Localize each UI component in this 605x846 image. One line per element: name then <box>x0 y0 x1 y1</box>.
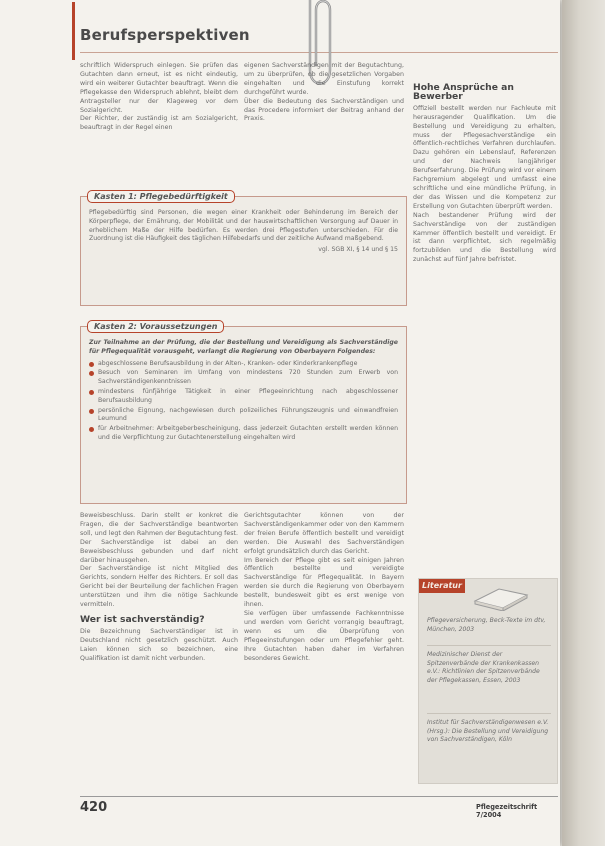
box-body <box>89 209 398 255</box>
box-source: vgl. SGB XI, § 14 und § 15 <box>318 246 398 254</box>
text-column-mid-bottom <box>244 512 404 663</box>
requirements-list <box>89 360 398 443</box>
box-intro: Zur Teilnahme an der Prüfung, die der Bestellung und Vereidigung als Sachverständige für Pflegequalität vorausgeht, verlangt die Regierung von Oberbayern Folgendes: <box>89 339 398 355</box>
subheading: Wer ist sachverständig? <box>80 613 205 625</box>
divider <box>427 645 551 646</box>
paragraph: Über die Bedeutung des Sachverständigen und das Procedere informiert der Beitrag anhand der Praxis. <box>244 97 404 123</box>
paragraph: Die Bezeichnung Sachverständiger ist in Deutschland nicht gesetzlich geschützt. Auch Laien können sich so bezeichnen, eine Qualifikation ist damit nicht verbunden. <box>80 627 238 662</box>
list-item: mindestens fünfjährige Tätigkeit in einer Pflegeeinrichtung nach abgeschlossener Berufsausbildung <box>89 388 398 406</box>
bullet-icon <box>89 409 94 414</box>
list-item: abgeschlossene Berufsausbildung in der Alten-, Kranken- oder Kinderkrankenpflege <box>89 360 398 369</box>
subheading: Hohe Ansprüche an Bewerber <box>413 82 514 102</box>
paragraph: Offiziell bestellt werden nur Fachleute mit herausragender Qualifikation. Um die Bestellung und Vereidigung zu erhalten, muss der Pflegesachverständige ein öffentlich-rechtliches Verfahren durchlaufen. Dazu gehören ein Lebenslauf, Referenzen und der Nachweis langjähriger Berufserfahrung. Die Prüfung wird vor einem Fachgremium abgelegt und umfasst eine schriftliche und eine mündliche Prüfung, in der das Wissen und die Kompetenz zur Erstellung von Gutachten überprüft werden. <box>413 104 556 210</box>
box-text: Pflegebedürftig sind Personen, die wegen einer Krankheit oder Behinderung im Bereich der Körperpflege, der Ernährung, der Mobilität und der hauswirtschaftlichen Versorgung auf Dauer in erheblichem Maße der Hilfe bedürfen. Es werden drei Pflegestufen unterschieden. Für die Zuordnung ist die Häufigkeit des täglichen Hilfebedarfs und der zeitliche Aufwand maßgebend. <box>89 209 398 243</box>
paragraph: Der Sachverständige ist nicht Mitglied des Gerichts, sondern Helfer des Richters. Er soll das Gericht bei der Beurteilung der fachlichen Fragen unterstützen und ihm die nötige Sachkunde vermitteln. <box>80 565 238 609</box>
paragraph: Gerichtsgutachter können von der Sachverständigenkammer oder von den Kammern der freien Berufe öffentlich bestellt und vereidigt werden. Die Auswahl des Sachverständigen erfolgt grundsätzlich durch das Gericht. <box>244 512 404 555</box>
bullet-icon <box>89 362 94 367</box>
section-accent-bar <box>72 2 75 60</box>
list-item: persönliche Eignung, nachgewiesen durch polizeiliches Führungszeugnis und einwandfreien Leumund <box>89 407 398 425</box>
literature-entry: Institut für Sachverständigenwesen e.V. (Hrsg.): Die Bestellung und Vereidigung von Sachverständigen, Köln <box>427 719 549 744</box>
text-column-left-top <box>80 62 238 133</box>
paragraph: Beweisbeschluss. Darin stellt er konkret die Fragen, die der Sachverständige beantworten soll, und legt den Rahmen der Begutachtung fest. Der Sachverständige ist dabei an den Beweisbeschluss gebunden und darf nicht darüber hinausgehen. <box>80 512 238 564</box>
paragraph: schriftlich Widerspruch einlegen. Sie prüfen das Gutachten dann erneut, ist es nicht eindeutig, wird ein weiterer Gutachter beauftragt. Wenn die Pflegekasse den Widerspruch ablehnt, bleibt dem Antragsteller nur der Klageweg vor dem Sozialgericht. <box>80 62 238 114</box>
divider <box>427 713 551 714</box>
text-column-right <box>413 84 556 265</box>
footer-rule <box>80 796 558 797</box>
bullet-icon <box>89 390 94 395</box>
paragraph: Sie verfügen über umfassende Fachkenntnisse und werden vom Gericht vorrangig beauftragt, wenn es um die Überprüfung von Pflegeeinstufungen oder um Pflegefehler geht. Ihre Gutachten haben daher im Verfahren besonderes Gewicht. <box>244 609 404 662</box>
paragraph: Nach bestandener Prüfung wird der Sachverständige von der zuständigen Kammer öffentlich bestellt und vereidigt. Er ist dann verpflichtet, sich regelmäßig fortzubilden und die Bestellung wird zunächst auf fünf Jahre befristet. <box>413 211 556 264</box>
text-column-left-bottom <box>80 512 238 664</box>
literature-header: Literatur <box>419 579 465 593</box>
box-label: Kasten 1: Pflegebedürftigkeit <box>87 190 235 203</box>
section-title: Berufsperspektiven <box>80 26 250 44</box>
literature-box <box>418 578 558 784</box>
magazine-title: Pflegezeitschrift 7/2004 <box>476 803 538 819</box>
bullet-icon <box>89 427 94 432</box>
paragraph: eigenen Sachverständigen mit der Begutachtung, um zu überprüfen, ob die gesetzlichen Vorgaben eingehalten und die Einstufung korrekt durchgeführt wurde. <box>244 62 404 96</box>
book-icon <box>471 581 531 611</box>
page-number: 420 <box>80 800 108 815</box>
info-box-care-need <box>80 192 407 306</box>
box-label: Kasten 2: Voraussetzungen <box>87 320 224 333</box>
box-body <box>89 339 398 444</box>
bullet-icon <box>89 371 94 376</box>
list-item: Besuch von Seminaren im Umfang von mindestens 720 Stunden zum Erwerb von Sachverständigenkenntnissen <box>89 369 398 387</box>
paragraph: Der Richter, der zuständig ist am Sozialgericht, beauftragt in der Regel einen <box>80 115 238 132</box>
page-edge <box>562 0 605 846</box>
info-box-requirements <box>80 322 407 504</box>
literature-entry: Pflegeversicherung, Beck-Texte im dtv, München, 2003 <box>427 617 546 633</box>
paragraph: Im Bereich der Pflege gibt es seit einigen Jahren öffentlich bestellte und vereidigte Sachverständige für Pflegequalität. In Bayern werden sie durch die Regierung von Oberbayern bestellt, bundesweit gibt es erst wenige von ihnen. <box>244 556 404 609</box>
literature-entry: Medizinischer Dienst der Spitzenverbände der Krankenkassen e.V.: Richtlinien der Spitzenverbände der Pflegekassen, Essen, 2003 <box>427 651 540 684</box>
text-column-mid-top <box>244 62 404 124</box>
list-item: für Arbeitnehmer: Arbeitgeberbescheinigung, dass jederzeit Gutachten erstellt werden können und die Verpflichtung zur Gutachtenerstellung eingehalten wird <box>89 425 398 443</box>
